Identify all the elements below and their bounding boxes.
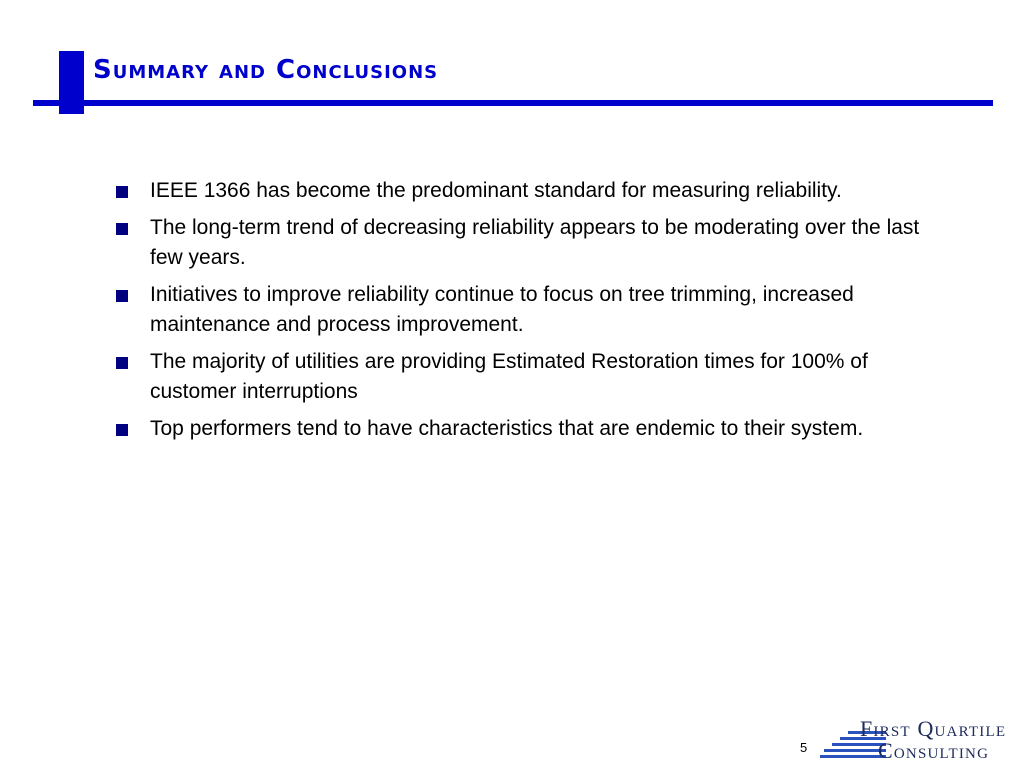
bullet-item bbox=[116, 213, 956, 273]
logo-line-1: First Quartile bbox=[860, 716, 1007, 741]
bullet-item bbox=[116, 280, 956, 340]
bullet-item bbox=[116, 347, 956, 407]
square-bullet-icon bbox=[116, 186, 128, 198]
bullet-text: Initiatives to improve reliability continue to focus on tree trimming, increased maintenance and process improvement. bbox=[150, 283, 854, 336]
logo-line-2: Consulting bbox=[878, 738, 990, 763]
bullet-text: Top performers tend to have characteristics that are endemic to their system. bbox=[150, 417, 864, 440]
slide-title: Summary and Conclusions bbox=[93, 55, 439, 85]
bullet-item bbox=[116, 414, 956, 444]
square-bullet-icon bbox=[116, 424, 128, 436]
title-underline-rule bbox=[33, 100, 993, 106]
square-bullet-icon bbox=[116, 290, 128, 302]
page-number: 5 bbox=[800, 740, 808, 755]
bullet-item bbox=[116, 176, 956, 206]
bullet-text: The long-term trend of decreasing reliability appears to be moderating over the last few years. bbox=[150, 216, 920, 269]
bullet-list bbox=[116, 176, 956, 451]
square-bullet-icon bbox=[116, 223, 128, 235]
company-logo bbox=[820, 712, 1020, 764]
bullet-text: The majority of utilities are providing Estimated Restoration times for 100% of customer interruptions bbox=[150, 350, 868, 403]
bullet-text: IEEE 1366 has become the predominant standard for measuring reliability. bbox=[150, 179, 842, 202]
square-bullet-icon bbox=[116, 357, 128, 369]
